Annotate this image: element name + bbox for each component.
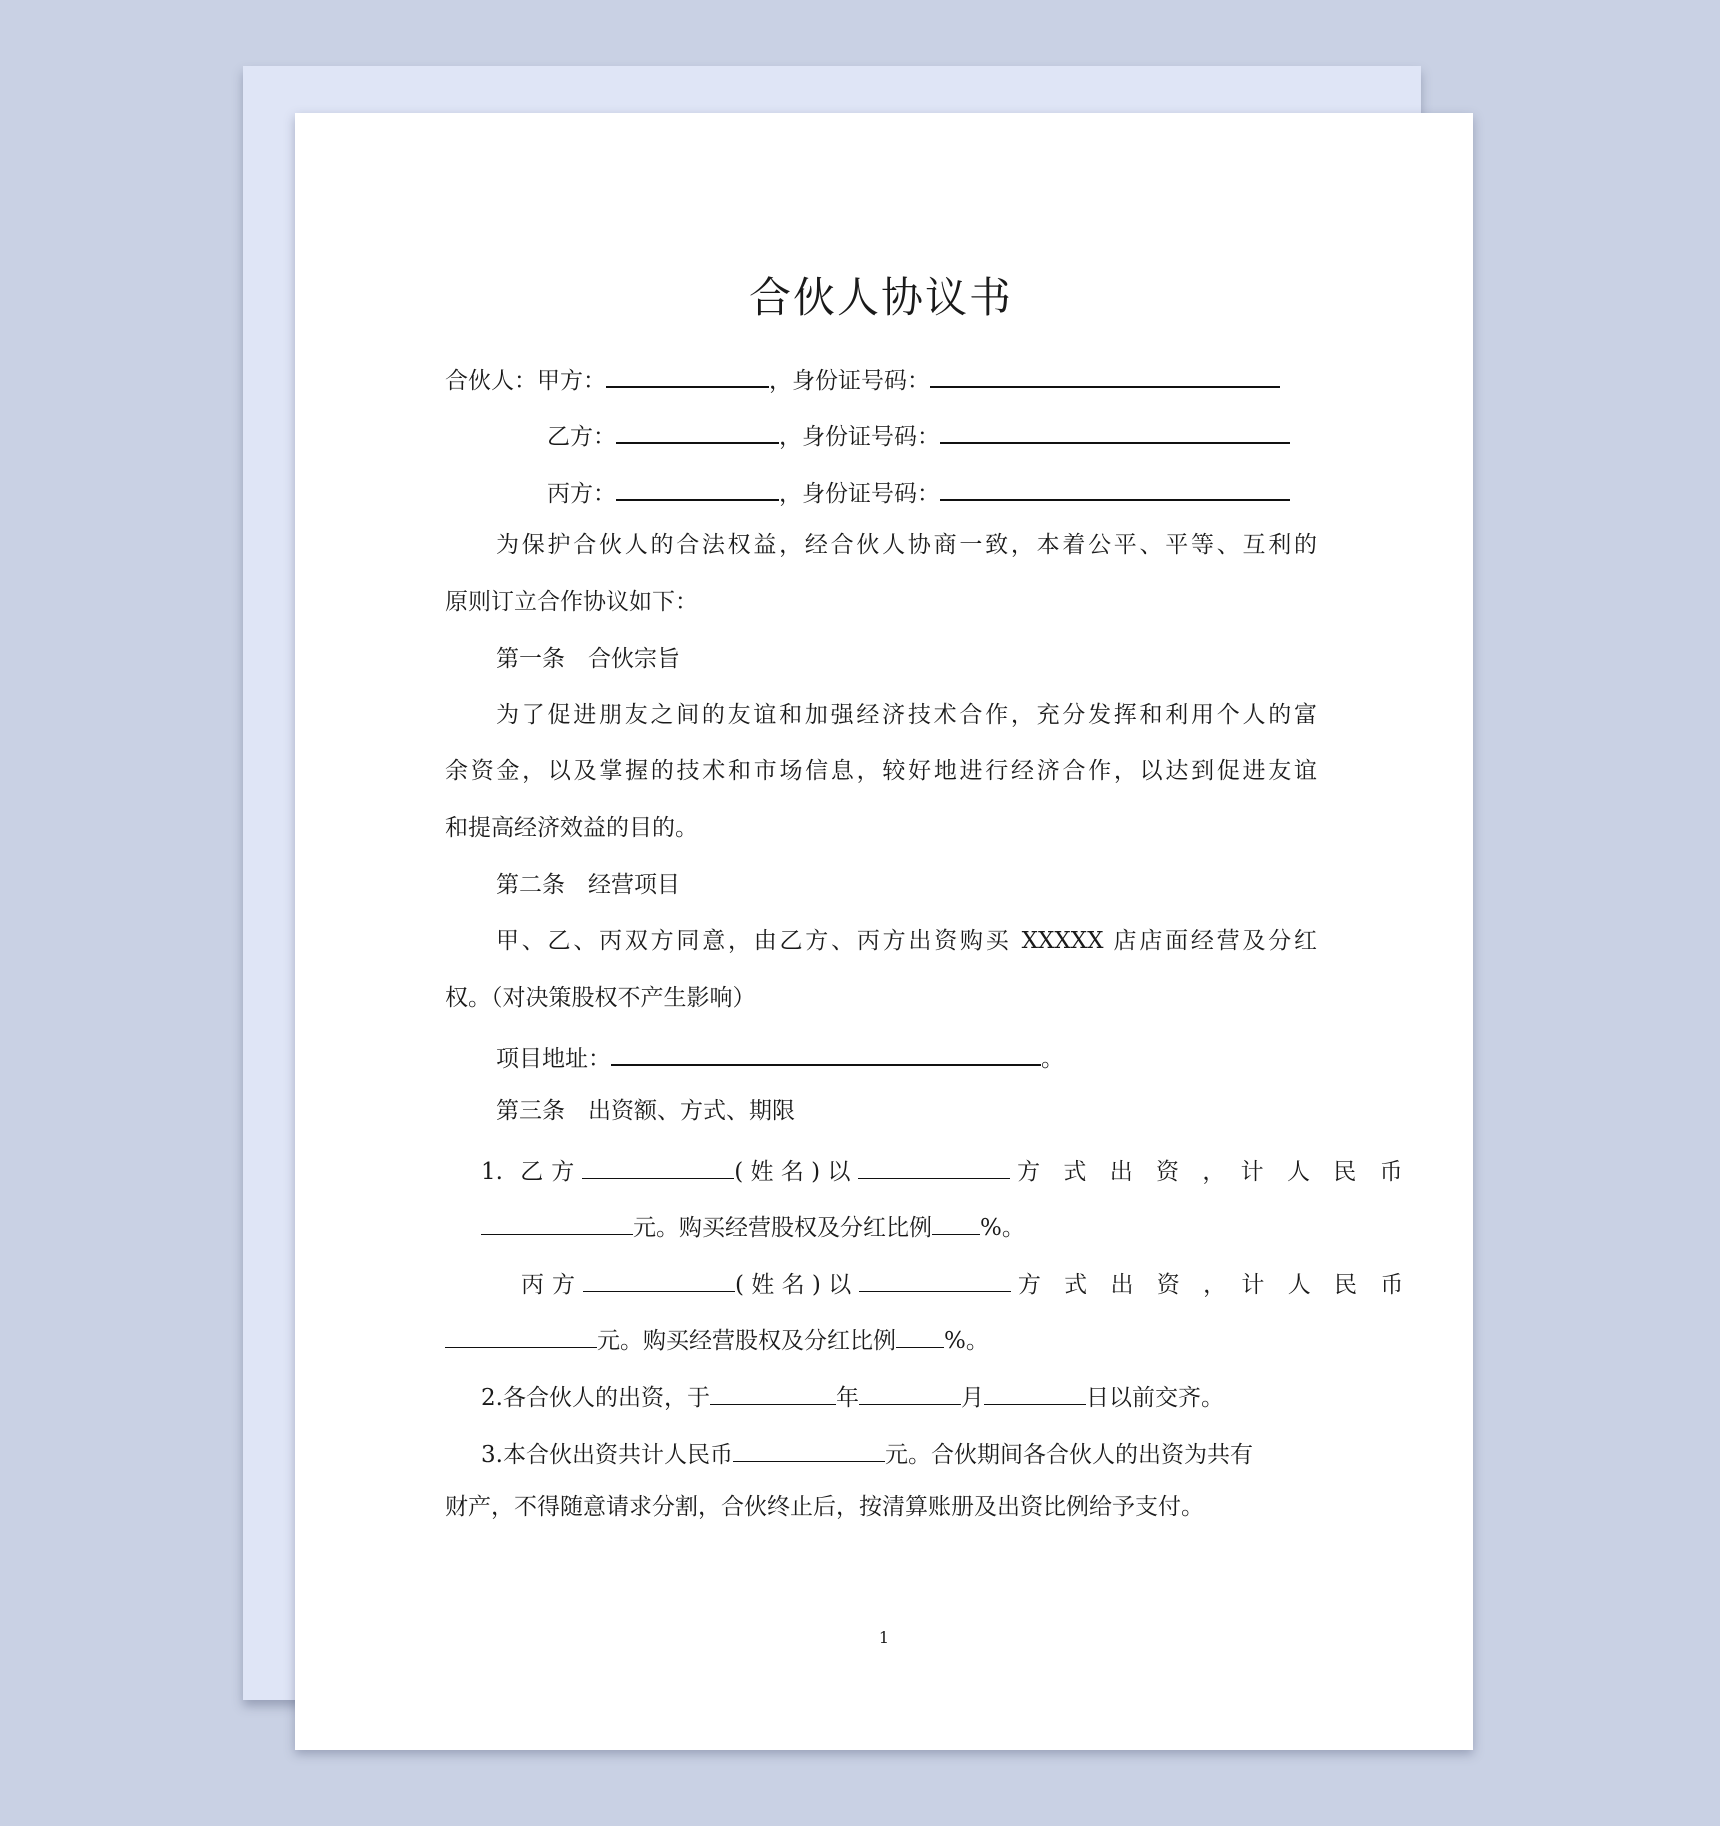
party-b-name: 乙方 xyxy=(520,1159,583,1185)
comma: ， xyxy=(769,368,792,394)
item-3-line xyxy=(445,1431,1353,1471)
comma: ， xyxy=(779,481,802,507)
item-3-text-a: 3.本合伙出资共计人民币 xyxy=(481,1442,733,1468)
document-page xyxy=(295,113,1473,1750)
partner-a-name-blank[interactable] xyxy=(606,356,769,388)
party-c-percent-blank[interactable] xyxy=(896,1317,944,1348)
item-2-line xyxy=(445,1374,1353,1414)
party-b-name-blank[interactable] xyxy=(582,1148,734,1179)
article-1-heading: 第一条 合伙宗旨 xyxy=(496,646,680,672)
party-b-yuan-text: 元。购买经营股权及分红比例 xyxy=(633,1215,932,1241)
partner-b-label: 乙方： xyxy=(547,424,616,450)
partner-c-id-label: 身份证号码： xyxy=(802,481,940,507)
page-number: 1 xyxy=(878,1628,890,1647)
project-address-line xyxy=(445,1034,1368,1074)
party-c-name-note: ( 姓 名 ) 以 xyxy=(735,1272,852,1298)
day-text: 日以前交齐。 xyxy=(1085,1385,1224,1411)
project-address-label: 项目地址： xyxy=(496,1046,611,1072)
item-3-line-2: 财产，不得随意请求分割，合伙终止后，按清算账册及出资比例给予支付。 xyxy=(445,1494,1204,1520)
article-3-heading: 第三条 出资额、方式、期限 xyxy=(496,1098,795,1124)
party-b-amount-blank[interactable] xyxy=(481,1204,633,1235)
item-1-party-c-line xyxy=(445,1261,1412,1301)
partner-b-id-blank[interactable] xyxy=(940,412,1290,444)
party-c-amount-blank[interactable] xyxy=(445,1317,597,1348)
party-b-name-note: ( 姓 名 ) 以 xyxy=(734,1159,851,1185)
party-c-rmb: 计 人 民 币 xyxy=(1241,1272,1412,1298)
partner-a-line xyxy=(445,356,1317,396)
item-2-text: 2.各合伙人的出资，于 xyxy=(481,1385,710,1411)
party-c-percent: %。 xyxy=(944,1328,989,1354)
party-b-rmb: 计 人 民 币 xyxy=(1240,1159,1411,1185)
item-1-party-b-line xyxy=(445,1148,1411,1188)
party-c-method-blank[interactable] xyxy=(859,1261,1011,1292)
item-1-party-b-line-2 xyxy=(445,1204,1317,1244)
party-b-percent-blank[interactable] xyxy=(932,1204,980,1235)
preamble-line-1: 为保护合伙人的合法权益，经合伙人协商一致，本着公平、平等、互利的 xyxy=(496,532,1317,558)
total-amount-blank[interactable] xyxy=(733,1431,885,1462)
party-b-percent: %。 xyxy=(980,1215,1025,1241)
party-c-name-blank[interactable] xyxy=(583,1261,735,1292)
partner-a-id-label: 身份证号码： xyxy=(792,368,930,394)
item-3-text-b: 元。合伙期间各合伙人的出资为共有 xyxy=(884,1442,1253,1468)
project-address-blank[interactable] xyxy=(611,1034,1041,1066)
partner-c-line xyxy=(445,469,1317,509)
party-c-method: 方 式 出 资 ， xyxy=(1017,1272,1235,1298)
partner-c-name-blank[interactable] xyxy=(616,469,779,501)
year-label: 年 xyxy=(835,1385,859,1411)
month-blank[interactable] xyxy=(859,1374,961,1405)
preamble-line-2: 原则订立合作协议如下： xyxy=(445,589,698,615)
address-period: 。 xyxy=(1041,1046,1064,1072)
year-blank[interactable] xyxy=(710,1374,836,1405)
partner-a-id-blank[interactable] xyxy=(930,356,1280,388)
partner-b-name-blank[interactable] xyxy=(616,412,779,444)
partner-c-id-blank[interactable] xyxy=(940,469,1290,501)
party-c-yuan-text: 元。购买经营股权及分红比例 xyxy=(597,1328,896,1354)
comma: ， xyxy=(779,424,802,450)
day-blank[interactable] xyxy=(984,1374,1086,1405)
article-1-line-1: 为了促进朋友之间的友谊和加强经济技术合作，充分发挥和利用个人的富 xyxy=(496,702,1317,728)
partner-b-line xyxy=(445,412,1317,452)
partner-c-label: 丙方： xyxy=(547,481,616,507)
partners-lead: 合伙人： xyxy=(445,368,537,394)
document-title: 合伙人协议书 xyxy=(748,273,1013,322)
party-c-name: 丙方 xyxy=(521,1272,583,1298)
article-2-line-2: 权。（对决策股权不产生影响） xyxy=(445,985,756,1011)
article-1-line-3: 和提高经济效益的目的。 xyxy=(445,815,698,841)
party-b-method-blank[interactable] xyxy=(858,1148,1010,1179)
partner-b-id-label: 身份证号码： xyxy=(802,424,940,450)
item-1-number: 1. xyxy=(481,1159,503,1185)
article-2-line-1: 甲、乙、丙双方同意，由乙方、丙方出资购买 XXXXX 店店面经营及分红 xyxy=(496,928,1317,954)
article-1-line-2: 余资金，以及掌握的技术和市场信息，较好地进行经济合作，以达到促进友谊 xyxy=(445,758,1317,784)
article-2-heading: 第二条 经营项目 xyxy=(496,872,680,898)
party-b-method: 方 式 出 资 ， xyxy=(1017,1159,1234,1185)
month-label: 月 xyxy=(960,1385,984,1411)
partner-a-label: 甲方： xyxy=(537,368,606,394)
item-1-party-c-line-2 xyxy=(445,1317,1317,1357)
